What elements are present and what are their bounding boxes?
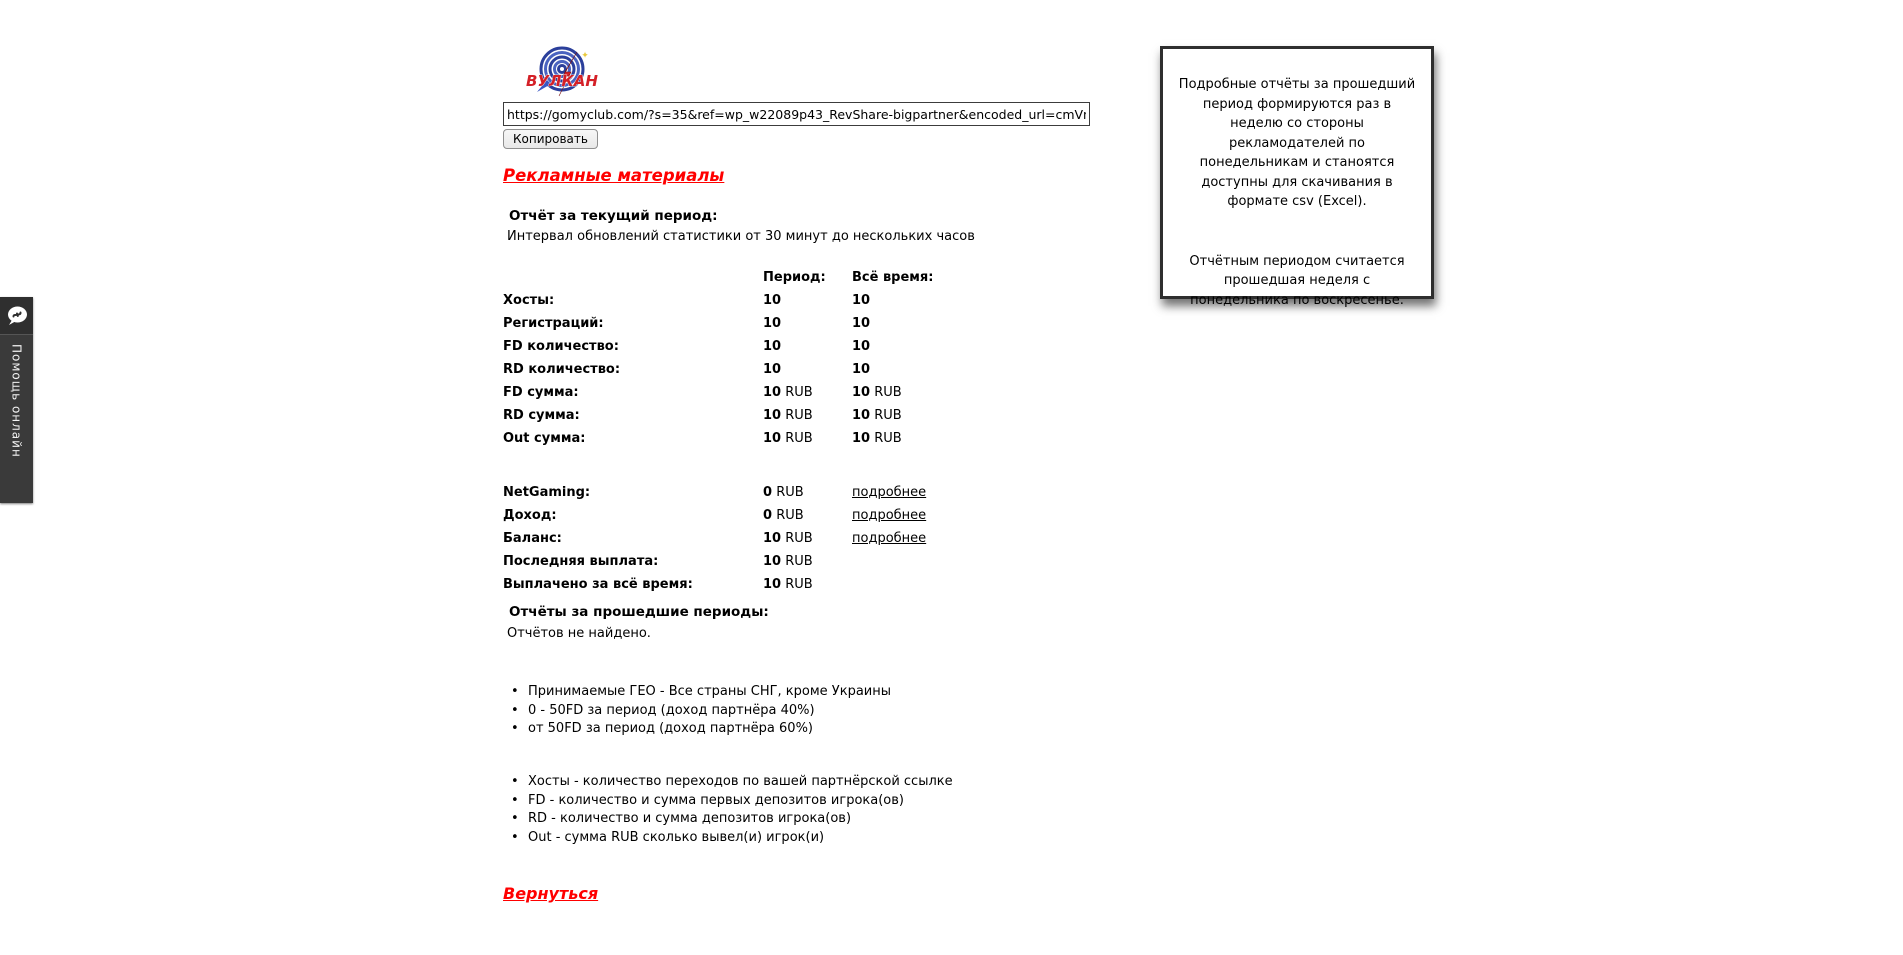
- svg-text:ВУЛКАН: ВУЛКАН: [526, 72, 598, 90]
- stat-label: FD количество:: [503, 339, 619, 354]
- stat-period-value: 10 RUB: [763, 385, 813, 400]
- terms-list: [511, 683, 891, 739]
- online-help-label: Помощь онлайн: [9, 344, 24, 458]
- stat-period-value: 10 RUB: [763, 431, 813, 446]
- glossary-list: [511, 773, 953, 847]
- summary-link-cell: [852, 504, 926, 527]
- summary-value: 0 RUB: [763, 508, 804, 523]
- stat-label: Регистраций:: [503, 316, 604, 331]
- summary-value: 0 RUB: [763, 485, 804, 500]
- stat-period-value: 10: [763, 362, 782, 377]
- online-help-tab[interactable]: [0, 297, 33, 503]
- stat-label: Хосты:: [503, 293, 555, 308]
- summary-link-cell: [852, 527, 926, 550]
- reports-info-box: [1160, 46, 1434, 308]
- chat-bubble-icon: [0, 297, 33, 335]
- no-reports-message: Отчётов не найдено.: [507, 626, 651, 641]
- summary-value: 10 RUB: [763, 554, 813, 569]
- summary-label: Последняя выплата:: [503, 554, 659, 569]
- glossary-item: • Хосты - количество переходов по вашей партнёрской ссылке: [511, 773, 953, 792]
- stat-alltime-value: 10 RUB: [852, 431, 902, 446]
- details-link[interactable]: подробнее: [852, 531, 927, 546]
- stats-table: [503, 266, 933, 450]
- column-header-alltime: Всё время:: [852, 270, 934, 285]
- column-header-period: Период:: [763, 270, 826, 285]
- past-reports-title: Отчёты за прошедшие периоды:: [509, 604, 769, 620]
- details-link[interactable]: подробнее: [852, 485, 927, 500]
- update-interval-note: Интервал обновлений статистики от 30 минут до нескольких часов: [507, 229, 975, 244]
- stat-period-value: 10 RUB: [763, 408, 813, 423]
- stat-label: RD количество:: [503, 362, 621, 377]
- stat-alltime-value: 10: [852, 316, 871, 331]
- stat-alltime-value: 10: [852, 339, 871, 354]
- vulkan-logo: [525, 46, 599, 100]
- summary-value: 10 RUB: [763, 577, 813, 592]
- summary-table: [503, 481, 926, 596]
- summary-label: Доход:: [503, 508, 557, 523]
- stat-period-value: 10: [763, 316, 782, 331]
- referral-url-input[interactable]: [503, 102, 1090, 126]
- stat-period-value: 10: [763, 293, 782, 308]
- stat-alltime-value: 10 RUB: [852, 408, 902, 423]
- terms-item: • Принимаемые ГЕО - Все страны СНГ, кроме Украины: [511, 683, 891, 702]
- details-link[interactable]: подробнее: [852, 508, 927, 523]
- current-report-title: Отчёт за текущий период:: [509, 208, 718, 224]
- glossary-item: • Out - сумма RUB сколько вывел(и) игрок(и): [511, 829, 953, 848]
- info-paragraph-2: Отчётным периодом считается прошедшая неделя с понедельника по воскресенье.: [1189, 253, 1405, 308]
- summary-label: Баланс:: [503, 531, 562, 546]
- stats-corner-cell: [503, 266, 763, 289]
- stat-label: RD сумма:: [503, 408, 580, 423]
- stat-label: FD сумма:: [503, 385, 579, 400]
- stat-period-value: 10: [763, 339, 782, 354]
- stat-label: Out сумма:: [503, 431, 586, 446]
- terms-item: • от 50FD за период (доход партнёра 60%): [511, 720, 891, 739]
- stat-alltime-value: 10: [852, 362, 871, 377]
- glossary-item: • RD - количество и сумма депозитов игрока(ов): [511, 810, 953, 829]
- promo-materials-link[interactable]: Рекламные материалы: [503, 166, 725, 185]
- stat-alltime-value: 10: [852, 293, 871, 308]
- back-link[interactable]: Вернуться: [503, 884, 599, 903]
- terms-item: • 0 - 50FD за период (доход партнёра 40%): [511, 702, 891, 721]
- info-paragraph-1: Подробные отчёты за прошедший период формируются раз в неделю со стороны рекламодателей по понедельникам и станоятся доступны для скачивания в формате csv (Excel).: [1178, 77, 1416, 209]
- summary-label: NetGaming:: [503, 485, 591, 500]
- summary-value: 10 RUB: [763, 531, 813, 546]
- stat-alltime-value: 10 RUB: [852, 385, 902, 400]
- glossary-item: • FD - количество и сумма первых депозитов игрока(ов): [511, 792, 953, 811]
- copy-button[interactable]: Копировать: [503, 129, 598, 149]
- svg-text:✦: ✦: [581, 51, 589, 61]
- summary-label: Выплачено за всё время:: [503, 577, 693, 592]
- summary-link-cell: [852, 481, 926, 504]
